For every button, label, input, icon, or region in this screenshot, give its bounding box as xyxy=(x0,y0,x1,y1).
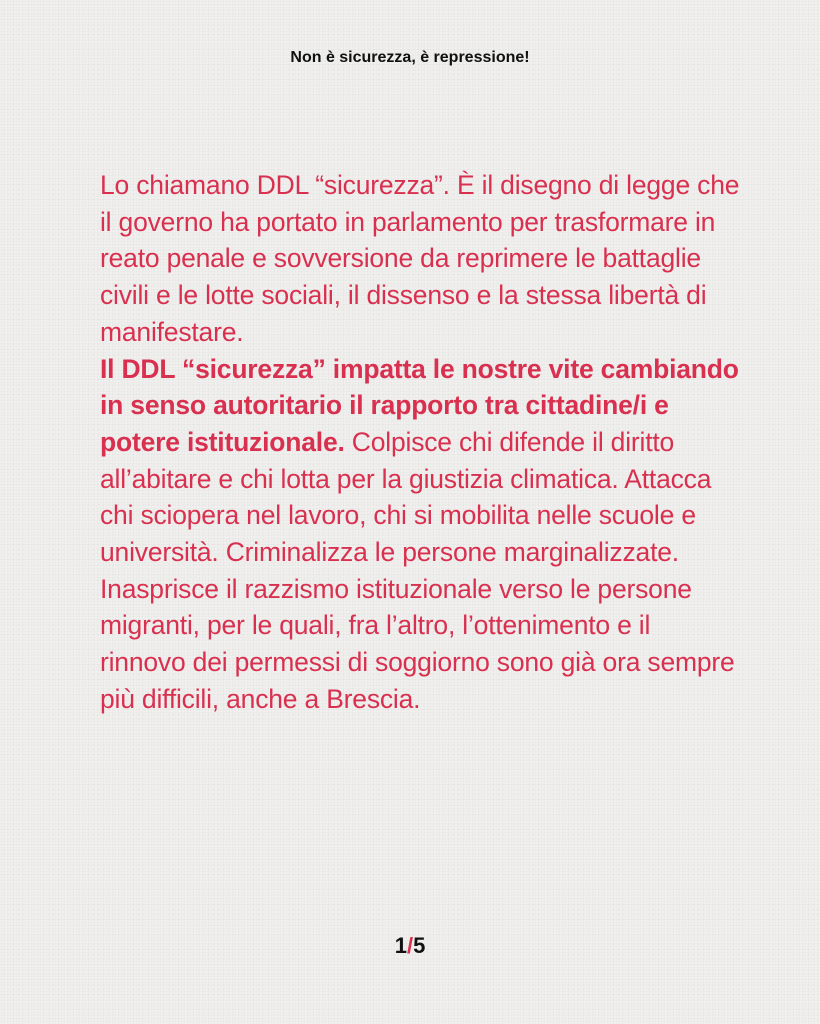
second-paragraph-body: Colpisce chi difende il diritto all’abitare e chi lotta per la giustizia climatica. Attacca chi sciopera nel lavoro, chi si mobilita nelle scuole e università. Criminalizza le persone marginalizzate. Inasprisce il razzismo istituzionale verso le persone migranti, per le quali, fra l’altro, l’ottenimento e il rinnovo dei permessi di soggiorno sono già ora sempre più difficili, anche a Brescia. xyxy=(100,426,735,714)
total-pages: 5 xyxy=(413,933,426,958)
page-separator: / xyxy=(406,933,414,958)
bold-statement: Il DDL “sicurezza” impatta le nostre vite cambiando in senso autoritario il rapporto tra cittadine/i e potere istituzionale. xyxy=(100,353,739,457)
page-title: Non è sicurezza, è repressione! xyxy=(290,49,530,66)
intro-paragraph: Lo chiamano DDL “sicurezza”. È il disegno di legge che il governo ha portato in parlamento per trasformare in reato penale e sovversione da reprimere le battaglie civili e le lotte sociali, il dissenso e la stessa libertà di manifestare. xyxy=(100,170,740,347)
second-paragraph xyxy=(100,351,740,718)
current-page: 1 xyxy=(394,933,407,958)
page-indicator xyxy=(0,933,820,959)
main-text-block xyxy=(100,167,740,718)
